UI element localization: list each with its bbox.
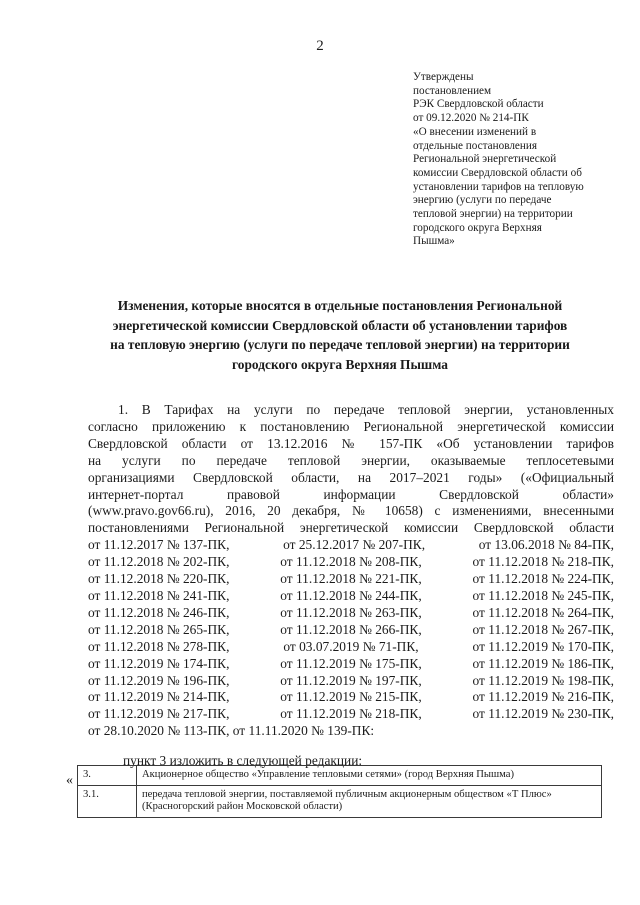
paragraph-line: Свердловской области от 13.12.2016 № 157-ПК «Об установлении тарифов [88, 435, 614, 451]
resolution-row [88, 656, 614, 673]
item-text: передача тепловой энергии, поставляемой публичным акционерным обществом «Т Плюс» (Красногорский район Московской области) [137, 785, 602, 817]
approval-line: энергию (услуги по передаче [413, 194, 552, 207]
resolution-ref: от 11.12.2019 № 230-ПК, [472, 706, 614, 722]
resolution-ref: от 11.12.2019 № 186-ПК, [472, 655, 614, 671]
item-text: Акционерное общество «Управление тепловыми сетями» (город Верхняя Пышма) [137, 766, 602, 786]
title-line: городского округа Верхняя Пышма [232, 356, 448, 372]
resolution-row [88, 622, 614, 639]
resolution-ref: от 11.12.2018 № 266-ПК, [280, 621, 422, 637]
resolution-ref: от 11.12.2019 № 170-ПК, [472, 638, 614, 654]
resolution-ref: от 25.12.2017 № 207-ПК, [283, 537, 426, 553]
approval-line: установлении тарифов на тепловую [413, 180, 584, 193]
item-number: 3. [78, 766, 137, 786]
table-row [78, 785, 602, 817]
resolution-ref: от 11.12.2018 № 278-ПК, [88, 638, 230, 654]
title-line: Изменения, которые вносятся в отдельные постановления Региональной [117, 298, 563, 313]
resolution-ref: от 03.07.2019 № 71-ПК, [283, 638, 419, 654]
tariff-table [77, 765, 602, 818]
title-line: энергетической комиссии Свердловской области об установлении тарифов [112, 317, 568, 333]
approval-line: РЭК Свердловской области [413, 98, 544, 111]
paragraph-line: согласно приложению к постановлению Региональной энергетической комиссии [88, 418, 614, 434]
paragraph-line: интернет-портал правовой информации Свердловской области» [88, 486, 614, 502]
resolution-ref: от 11.12.2018 № 224-ПК, [472, 571, 614, 587]
resolution-ref: от 11.12.2019 № 197-ПК, [280, 672, 422, 688]
approval-line: Утверждены [413, 71, 474, 83]
approval-line: отдельные постановления [413, 139, 537, 152]
resolution-ref: от 11.12.2018 № 202-ПК, [88, 554, 230, 570]
resolution-ref: от 11.12.2018 № 241-ПК, [88, 587, 230, 603]
resolution-ref: от 11.12.2017 № 137-ПК, [88, 537, 230, 553]
resolution-ref: от 11.12.2019 № 196-ПК, [88, 672, 230, 688]
resolution-ref: от 11.12.2019 № 216-ПК, [472, 689, 614, 705]
approval-line: комиссии Свердловской области об [413, 166, 582, 179]
approval-line: тепловой энергии) на территории [413, 208, 573, 221]
resolution-ref: от 11.12.2019 № 175-ПК, [280, 655, 422, 671]
resolution-row [88, 673, 614, 690]
approval-block [413, 71, 618, 249]
resolution-ref: от 11.12.2019 № 214-ПК, [88, 689, 230, 705]
resolution-row [88, 571, 614, 588]
resolution-ref: от 11.12.2019 № 174-ПК, [88, 655, 230, 671]
resolution-ref: от 13.06.2018 № 84-ПК, [478, 537, 614, 553]
item-number: 3.1. [78, 785, 137, 817]
resolution-ref: от 11.12.2018 № 264-ПК, [472, 604, 614, 620]
opening-quote: « [66, 773, 73, 788]
document-title [60, 296, 620, 374]
resolution-ref: от 11.12.2019 № 217-ПК, [88, 706, 230, 722]
resolution-ref: от 11.12.2018 № 208-ПК, [280, 554, 422, 570]
approval-line: «О внесении изменений в [413, 125, 537, 138]
approval-line: Пышма» [413, 235, 455, 248]
paragraph-line: на услуги по передаче тепловой энергии, оказываемые теплосетевыми [88, 452, 614, 468]
resolution-row [88, 605, 614, 622]
resolution-row [88, 554, 614, 571]
main-paragraph [88, 402, 614, 740]
final-resolution-line: от 28.10.2020 № 113-ПК, от 11.11.2020 № 139-ПК: [88, 723, 375, 739]
paragraph-line: (www.pravo.gov66.ru), 2016, 20 декабря, № 10658) с изменениями, внесенными [88, 503, 614, 519]
resolution-ref: от 11.12.2018 № 220-ПК, [88, 571, 230, 587]
resolution-row [88, 588, 614, 605]
resolution-row [88, 639, 614, 656]
resolution-row [88, 706, 614, 723]
table-row [78, 766, 602, 786]
paragraph-line: 1. В Тарифах на услуги по передаче тепловой энергии, установленных [118, 402, 614, 417]
title-line: на тепловую энергию (услуги по передаче тепловой энергии) на территории [110, 337, 570, 352]
paragraph-line: организациями Свердловской области, на 2017–2021 годы» («Официальный [88, 469, 614, 485]
paragraph-line: постановлениями Региональной энергетической комиссии Свердловской области [88, 520, 614, 536]
instruction-line: пункт 3 изложить в следующей редакции: [123, 753, 363, 768]
resolution-ref: от 11.12.2019 № 215-ПК, [280, 689, 422, 705]
resolution-ref: от 11.12.2018 № 263-ПК, [280, 604, 422, 620]
resolution-ref: от 11.12.2018 № 218-ПК, [472, 554, 614, 570]
page-number: 2 [316, 38, 324, 54]
approval-line: от 09.12.2020 № 214-ПК [413, 112, 529, 125]
resolution-ref: от 11.12.2018 № 267-ПК, [472, 621, 614, 637]
resolution-ref: от 11.12.2018 № 265-ПК, [88, 621, 230, 637]
approval-line: городского округа Верхняя [413, 221, 542, 234]
resolution-row [88, 537, 614, 554]
approval-line: постановлением [413, 84, 492, 97]
resolution-ref: от 11.12.2018 № 244-ПК, [280, 587, 422, 603]
resolution-ref: от 11.12.2018 № 246-ПК, [88, 604, 230, 620]
resolution-ref: от 11.12.2018 № 245-ПК, [472, 587, 614, 603]
approval-line: Региональной энергетической [413, 153, 557, 166]
resolution-ref: от 11.12.2019 № 198-ПК, [472, 672, 614, 688]
resolution-ref: от 11.12.2018 № 221-ПК, [280, 571, 422, 587]
resolution-row [88, 689, 614, 706]
resolution-ref: от 11.12.2019 № 218-ПК, [280, 706, 422, 722]
